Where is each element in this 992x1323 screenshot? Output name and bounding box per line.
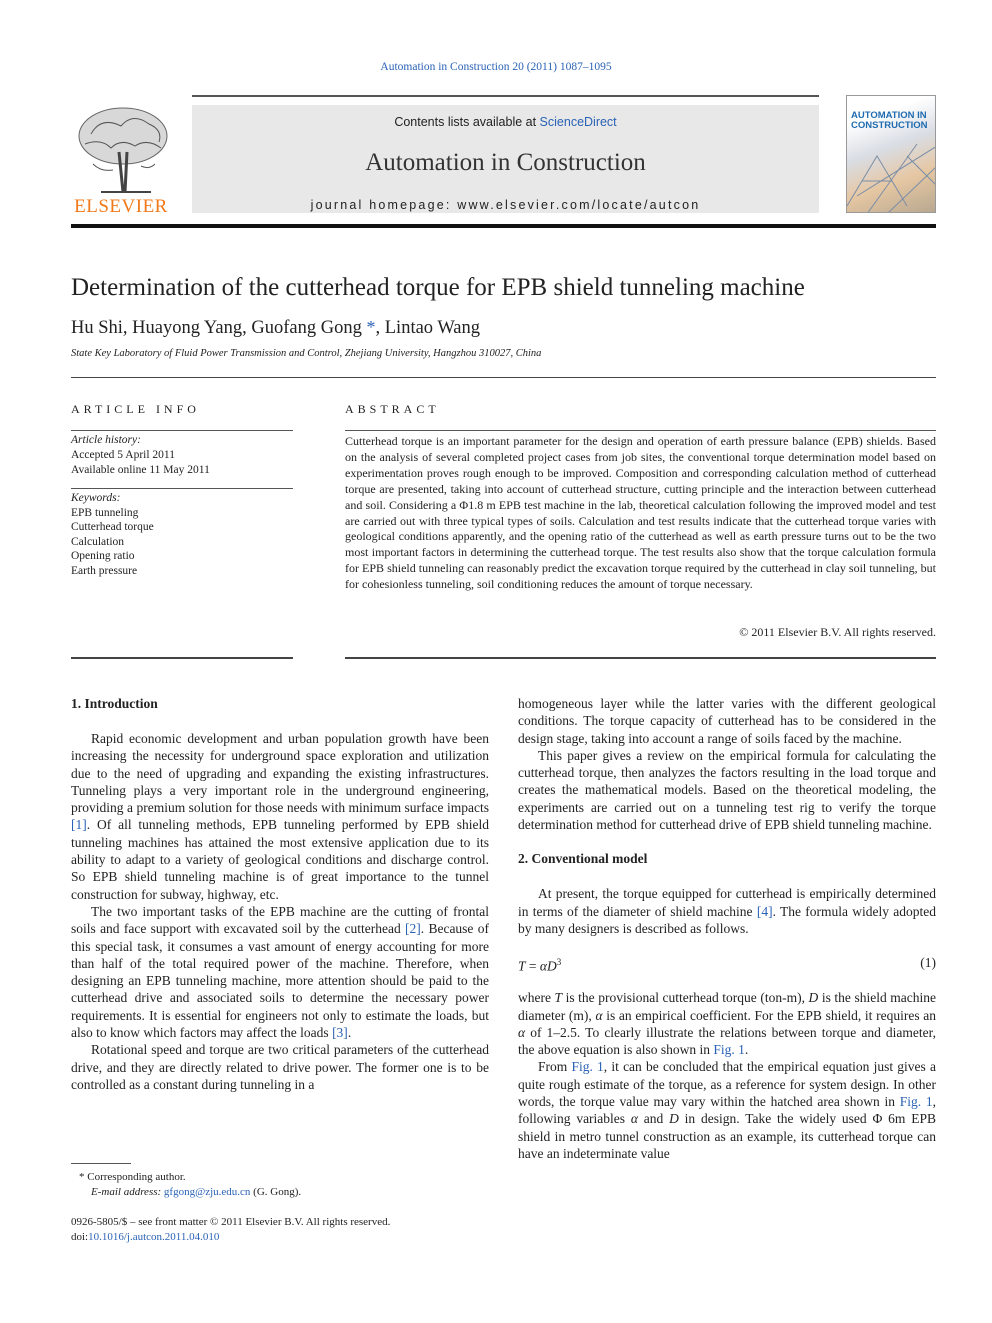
body-paragraph: At present, the torque equipped for cutterhead is empirically determined in terms of the diameter of shield machine [4]. The formula widely adopted by many designers is described as follows. bbox=[518, 886, 936, 936]
header-bottom-rule bbox=[71, 224, 936, 228]
article-title: Determination of the cutterhead torque for EPB shield tunneling machine bbox=[71, 274, 805, 301]
reference-link[interactable]: [1] bbox=[71, 817, 87, 833]
section-heading-conventional-model: 2. Conventional model bbox=[518, 851, 648, 867]
sciencedirect-link[interactable]: ScienceDirect bbox=[539, 115, 617, 129]
abstract-text: Cutterhead torque is an important parameter for the design and operation of earth pressure balance (EPB) shields. Based on the analysis of several completed project cases from job sites, the conventional torque determination model based on experimentation proves rough enough to be improved. Composition and corresponding calculation method of cutterhead torque are presented, taking into account of cutterhead structure, cutting principle and the interaction between cutterhead and soil. Considering a Φ1.8 m EPB test machine in the lab, theoretical calculation following the improved model and test are carried out with three typical types of soils. Calculation and test results indicate that the cutterhead torque varies with geological conditions apparently, and the opening ratio of the cutterhead as well as earth pressure turns out to be the two most important factors in determining the cutterhead torque. The test results also show that the torque calculation formula for EPB shield tunneling can reasonably predict the excavation torque required by the cutterhead in clay soil tunneling, but for cohesionless tunneling, soil conditioning reduces the amount of torque necessary. bbox=[345, 434, 936, 592]
reference-link[interactable]: [4] bbox=[756, 903, 773, 919]
article-info-rule bbox=[71, 430, 293, 431]
body-paragraph: where T is the provisional cutterhead torque (ton-m), D is the shield machine diameter (m), α is an empirical coefficient. For the EPB shield, it requires an α of 1–2.5. To clearly illustrate the relations between torque and diameter, the above equation is also shown in Fig. 1. bbox=[518, 990, 936, 1058]
copyright-notice: © 2011 Elsevier B.V. All rights reserved. bbox=[739, 625, 936, 639]
email-link[interactable]: gfgong@zju.edu.cn bbox=[163, 1186, 251, 1198]
abstract-heading: ABSTRACT bbox=[345, 402, 440, 416]
corresponding-author-note: * Corresponding author. bbox=[79, 1171, 186, 1183]
body-paragraph-continued: homogeneous layer while the latter varies with the different geological conditions. The torque capacity of cutterhead has to be considered in the design stage, taking into account a range of soils faced by the machine. bbox=[518, 696, 936, 746]
body-column-left bbox=[71, 695, 489, 1093]
keyword-item: Calculation bbox=[71, 535, 125, 548]
journal-banner bbox=[192, 105, 819, 213]
body-paragraph: This paper gives a review on the empirical formula for calculating the cutterhead torque, then analyzes the factors resulting in the load torque and creates the mathematical models. Based on the theoretical modeling, the experiments are carried out on a tunneling test rig to verify the torque determination method for cutterhead drive of EPB shield tunneling machine. bbox=[518, 747, 936, 833]
keyword-item: Opening ratio bbox=[71, 550, 135, 562]
keywords-label: Keywords: bbox=[71, 492, 121, 504]
body-column-right bbox=[518, 695, 936, 1162]
figure-link[interactable]: Fig. 1 bbox=[713, 1042, 745, 1058]
abstract-bottom-rule bbox=[345, 657, 936, 659]
history-label: Article history: bbox=[71, 434, 141, 446]
title-divider bbox=[71, 377, 936, 378]
abstract-rule bbox=[345, 430, 936, 431]
body-paragraph: Rapid economic development and urban population growth have been increasing the necessity for underground space exploration and utilization due to the need of upgrading and expanding the existing infrastructures. Tunneling plays a very important role in the underground engineering, providing a premium solution for those needs with minimum surface impacts [1]. Of all tunneling methods, EPB tunneling performed by EPB shield tunneling machines has attained the most extensive application due to its ability to adapt to a variety of geological conditions and discharge control. So EPB shield tunneling machine is of great importance to the tunnel construction for subway, highway, etc. bbox=[71, 731, 489, 902]
cover-structure-image bbox=[847, 136, 936, 213]
header-divider bbox=[192, 95, 819, 97]
keyword-item: Earth pressure bbox=[71, 564, 138, 577]
journal-homepage[interactable]: journal homepage: www.elsevier.com/locate/autcon bbox=[310, 198, 701, 212]
figure-link[interactable]: Fig. 1 bbox=[899, 1094, 933, 1110]
author-list: Hu Shi, Huayong Yang, Guofang Gong *, Lintao Wang bbox=[71, 317, 481, 338]
article-history bbox=[71, 433, 210, 478]
elsevier-wordmark: ELSEVIER bbox=[74, 196, 168, 217]
body-paragraph: The two important tasks of the EPB machine are the cutting of frontal soils and face support with excavated soil by the cutterhead [2]. Because of this special task, it consumes a vast amount of energy accounting for more than half of the total required power of the machine. Therefore, when designing an EPB tunneling machine, more attention should be paid to the cutterhead drive and associated soils to determine the necessary power requirements. It is essential for engineers not only to estimate the loads, but also to know which factors may affect the loads [3]. bbox=[71, 903, 489, 1041]
issn-line: 0926-5805/$ – see front matter © 2011 Elsevier B.V. All rights reserved. bbox=[71, 1216, 391, 1228]
front-matter bbox=[71, 1215, 390, 1244]
accepted-date: Accepted 5 April 2011 bbox=[71, 449, 176, 461]
article-info-heading: ARTICLE INFO bbox=[71, 402, 200, 416]
keywords-rule bbox=[71, 488, 293, 489]
reference-link[interactable]: [2] bbox=[405, 921, 421, 937]
body-paragraph: From Fig. 1, it can be concluded that the empirical equation just gives a quite rough estimate of the torque, as a reference for system design. In other words, the torque value may vary within the hatched area shown in Fig. 1, following variables α and D in design. Take the widely used Φ 6m EPB shield in metro tunnel construction as an example, its cutterhead torque can have an indeterminate value bbox=[518, 1059, 937, 1161]
footnote bbox=[71, 1170, 301, 1200]
email-note: E-mail address: gfgong@zju.edu.cn (G. Gong). bbox=[91, 1186, 302, 1198]
journal-cover-thumbnail bbox=[846, 95, 936, 213]
affiliation: State Key Laboratory of Fluid Power Transmission and Control, Zhejiang University, Hangzhou 310027, China bbox=[71, 348, 542, 359]
doi-line: doi:10.1016/j.autcon.2011.04.010 bbox=[71, 1230, 220, 1243]
cover-title: AUTOMATION IN CONSTRUCTION bbox=[851, 110, 928, 131]
reference-link[interactable]: [3] bbox=[332, 1025, 348, 1041]
corresponding-author-marker[interactable]: * bbox=[366, 317, 376, 337]
equation-1: $T = \alpha D^3$ (1) bbox=[518, 955, 936, 974]
equation-number: (1) bbox=[920, 955, 936, 971]
section-heading-introduction: 1. Introduction bbox=[71, 696, 158, 711]
journal-citation[interactable]: Automation in Construction 20 (2011) 1087–1095 bbox=[380, 61, 612, 73]
journal-header bbox=[71, 95, 936, 217]
online-date: Available online 11 May 2011 bbox=[71, 464, 210, 476]
journal-title: Automation in Construction bbox=[365, 149, 646, 176]
keyword-item: EPB tunneling bbox=[71, 506, 139, 519]
keywords-block bbox=[71, 491, 154, 578]
contents-availability: Contents lists available at ScienceDirect bbox=[394, 115, 617, 129]
keyword-item: Cutterhead torque bbox=[71, 521, 154, 533]
body-paragraph: Rotational speed and torque are two critical parameters of the cutterhead drive, and they are directly related to drive power. The former one is to be controlled as a constant during tunneling in a bbox=[71, 1042, 489, 1092]
doi-link[interactable]: 10.1016/j.autcon.2011.04.010 bbox=[88, 1230, 220, 1243]
figure-link[interactable]: Fig. 1 bbox=[571, 1059, 604, 1075]
footnote-rule bbox=[71, 1163, 131, 1164]
info-bottom-rule bbox=[71, 657, 293, 659]
